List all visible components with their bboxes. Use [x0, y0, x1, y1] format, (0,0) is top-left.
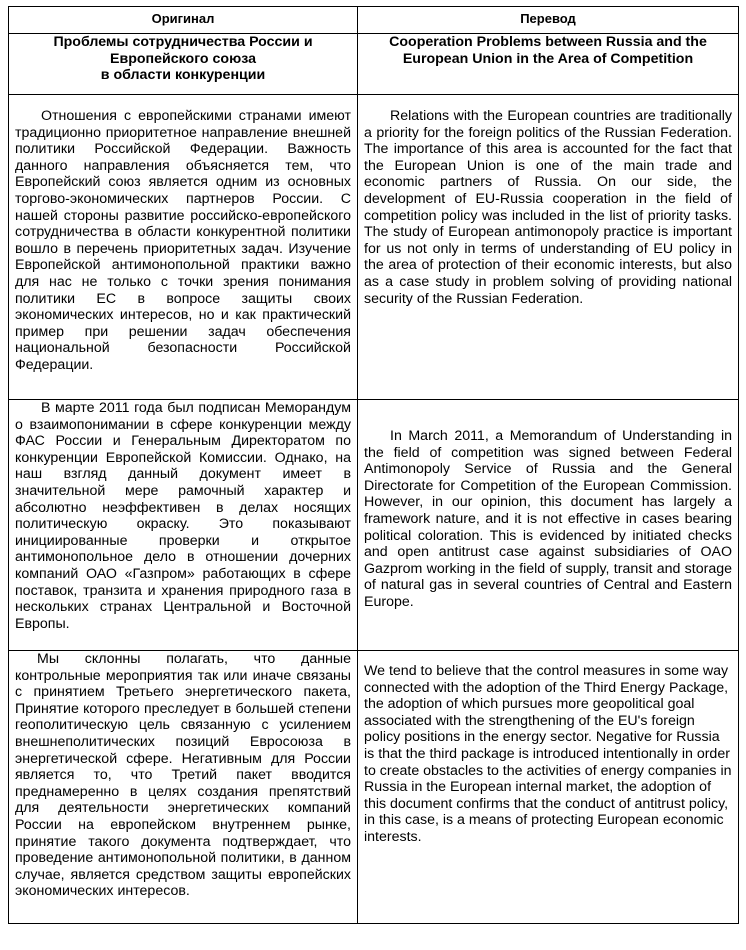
paragraph-en-2-text: In March 2011, a Memorandum of Understanding in the field of competition was signed between Federal Antimonopoly Service of Russia and the General Directorate for Competition of the European Commission. However, in our opinion, this document has largely a framework nature, and it is not effective in cases bearing political coloration. This is evidenced by initiated checks and open antitrust case against subsidiaries of OAO Gazprom working in the field of supply, transit and storage of natural gas in several countries of Central and Eastern Europe.: [364, 428, 732, 610]
title-ru-line1: Проблемы сотрудничества России и: [53, 34, 313, 50]
title-translation: [358, 34, 739, 95]
paragraph-ru-1-text: Отношения с европейскими странами имеют традиционно приоритетное направление внешней политики Российской Федерации. Важность данного направления объясняется тем, что Европейский союз является одним из основных торгово-экономических партнеров России. С нашей стороны развитие российско-европейского сотрудничества в области конкурентной политики вошло в перечень приоритетных задач. Изучение Европейской антимонопольной практики важно для нас не только с точки зрения понимания политики ЕС в вопросе защиты своих экономических интересов, но и как практический пример при решении задач обеспечения национальной безопасности Российской Федерации.: [15, 108, 351, 373]
header-translation: Перевод: [358, 7, 739, 34]
title-ru-line3: в области конкуренции: [100, 67, 266, 84]
paragraph-en-2: [358, 400, 739, 651]
title-original: [9, 34, 358, 95]
paragraph-ru-1: [9, 95, 358, 400]
header-row: [9, 7, 739, 34]
translation-table: [8, 6, 739, 924]
title-row: [9, 34, 739, 95]
paragraph-ru-2-text: В марте 2011 года был подписан Меморандум о взаимопонимании в сфере конкуренции между ФАС России и Генеральным Директоратом по конкуренции Европейской Комиссии. Однако, на наш взгляд данный документ имеет в значительной мере рамочный характер и абсолютно неэффективен в делах носящих политическую окраску. Это показывают инициированные проверки и открытое антимонопольное дело в отношении дочерних компаний ОАО «Газпром» работающих в сфере поставок, транзита и хранения природного газа в нескольких странах Центральной и Восточной Европы.: [15, 400, 351, 632]
paragraph-ru-2: [9, 400, 358, 651]
paragraph-ru-3-text: Мы склонны полагать, что данные контрольные мероприятия так или иначе связаны с принятием Третьего энергетического пакета, Принятие которого преследует в большей степени геополитическую цель связанную с усилением внешнеполитических позиций Евросоюза в энергетической сфере. Негативным для России является то, что Третий пакет вводится преднамеренно в целях создания препятствий для деятельности энергетических компаний России на европейском внутреннем рынке, принятие такого документа подтверждает, что проведение антимонопольной политики, в данном случае, является средством защиты европейских экономических интересов.: [15, 651, 351, 900]
title-en-line2: European Union in the Area of Competition: [402, 50, 694, 67]
title-en-line1: Cooperation Problems between Russia and the: [389, 34, 707, 50]
paragraph-en-1: [358, 95, 739, 400]
paragraph-en-3-text: We tend to believe that the control measures in some way connected with the adoption of the Third Energy Package, the adoption of which pursues more geopolitical goal associated with the strengthening of the EU's foreign policy positions in the energy sector. Negative for Russia is that the third package is introduced intentionally in order to create obstacles to the activities of energy companies in Russia in the European internal market, the adoption of this document confirms that the conduct of antitrust policy, in this case, is a means of protecting European economic interests.: [364, 663, 732, 845]
header-original: Оригинал: [9, 7, 358, 34]
paragraph-ru-3: [9, 651, 358, 924]
paragraph-en-1-text: Relations with the European countries are traditionally a priority for the foreign politics of the Russian Federation. The importance of this area is accounted for the fact that the European Union is one of the main trade and economic partners of Russia. On our side, the development of EU-Russia cooperation in the field of competition policy was included in the list of priority tasks. The study of European antimonopoly practice is important for us not only in terms of understanding of EU policy in the area of protection of their economic interests, but also as a case study in problem solving of providing national security of the Russian Federation.: [364, 108, 732, 307]
title-ru-line2: Европейского союза: [110, 50, 256, 67]
paragraph-row-2: [9, 400, 739, 651]
paragraph-row-3: [9, 651, 739, 924]
paragraph-en-3: [358, 651, 739, 924]
paragraph-row-1: [9, 95, 739, 400]
